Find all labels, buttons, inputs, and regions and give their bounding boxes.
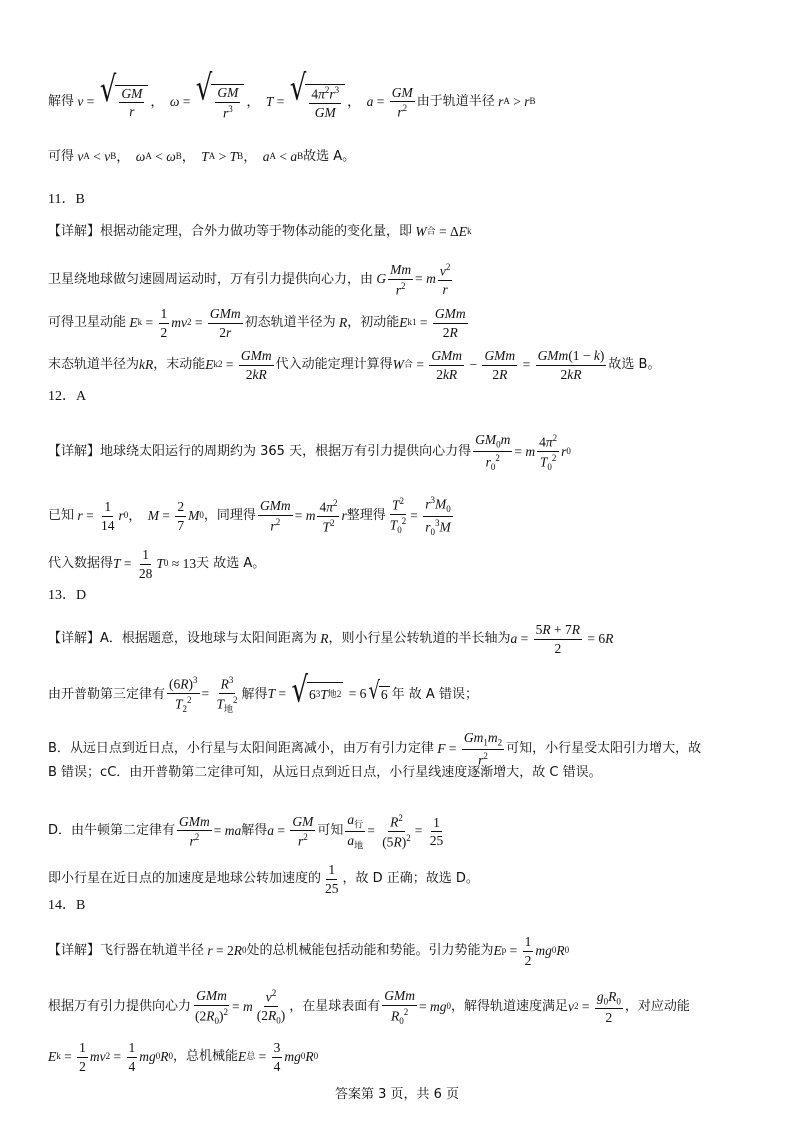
text: 【详解】根据动能定理，合外力做功等于物体动能的变化量，即	[48, 224, 413, 240]
text: B 错误；cC．由开普勒第二定律可知，从远日点到近日点，小行星线速度逐渐增大，故 C 错误。	[48, 765, 602, 780]
text: 故选 A。	[303, 149, 356, 165]
text: 末态轨道半径为	[48, 356, 140, 372]
line-14-detail: 【详解】飞行器在轨道半径 r = 2 R 0 处的总机械能包括动能和势能。引力势能为 E p = $\frac{1}{2}$ mg 0 R 0	[48, 934, 570, 968]
text: 可知	[317, 823, 344, 839]
text: ，末动能	[153, 356, 206, 372]
text: 处的总机械能包括动能和势能。引力势能为	[246, 942, 494, 958]
line-13-a: 【详解】A．根据题意，设地球与太阳间距离为 R ，则小行星公转轨道的半长轴为 a = $\frac{5R + 7R}{2}$ = 6 R	[48, 622, 614, 656]
text: 故选 B。	[608, 356, 661, 372]
text: B．从远日点到近日点，小行星与太阳间距离减小，由万有引力定律	[48, 740, 434, 756]
text: ，则小行星公转轨道的半长轴为	[328, 630, 511, 646]
text: 【详解】飞行器在轨道半径	[48, 942, 205, 958]
line-13-d: D．由牛顿第二定律有 $\frac{\text{GMm}}{r^2}$ = ma 解得 a = $\frac{GM}{r^2}$ 可知 $\frac{a_行}{a_地}$ = $\frac{R^2}{(5R)^2}$ = $\frac{1}{25}$	[48, 812, 444, 851]
question-number-11: 11．B	[48, 192, 85, 207]
text: 年 故 A 错误；	[391, 686, 478, 702]
text: 可得卫星动能	[48, 314, 127, 330]
line-13-c	[48, 766, 754, 780]
page-footer: 答案第 3 页，共 6 页	[334, 1087, 460, 1102]
line-conclusion-10: 可得 v A < v B ， ω A < ω B ， T A > T B ， a A < a B 故选 A。	[48, 149, 356, 165]
question-number-14: 14．B	[48, 898, 86, 913]
text: ，同理得	[203, 507, 256, 523]
text: 卫星绕地球做匀速圆周运动时，万有引力提供向心力，由	[48, 271, 374, 287]
line-11-kinetic: 可得卫星动能 E k = $\frac{1}{2}$ mv 2 = $\frac{\text{GMm}}{2r}$ 初态轨道半径为 R ，初动能 E k1 = $\frac{\text{GMm}}{2R}$	[48, 306, 466, 340]
line-11-detail: 【详解】根据动能定理，合外力做功等于物体动能的变化量，即 W 合 = Δ E k	[48, 224, 472, 240]
text: 即小行星在近日点的加速度是地球公转加速度的	[48, 870, 322, 886]
text: ，对应动能	[624, 998, 690, 1014]
text: 可得	[48, 149, 75, 165]
text: ，在星球表面有	[289, 998, 381, 1014]
line-11-final: 末态轨道半径为 kR ，末动能 E k2 = $\frac{\text{GMm}}{2kR}$ 代入动能定理计算得 W 合 = $\frac{\text{GMm}}{2kR}$ − $\frac{\text{GMm}}{2R}$ = $\frac{\text{GMm(1 − k)}}{2kR}$ 故选 B。	[48, 348, 661, 382]
text: 代入动能定理计算得	[275, 356, 393, 372]
line-14-force: 根据万有引力提供向心力 $\frac{\text{GMm}}{(2R_0)^2}$ = m $\frac{v^2}{(2R_0)}$ ，在星球表面有 $\frac{\text{GMm}}{R_0^2}$ = mg 0 ，解得轨道速度满足 v 2 = $\frac{g_0R_0}{2}$ ，对应动能	[48, 988, 690, 1026]
text: 【详解】A．根据题意，设地球与太阳间距离为	[48, 630, 317, 646]
text: D．由牛顿第二定律有	[48, 823, 176, 839]
line-11-force: 卫星绕地球做匀速圆周运动时，万有引力提供向心力，由 G $\frac{Mm}{r^2}$ = m $\frac{v^2}{r}$	[48, 262, 451, 298]
line-13-b: B．从远日点到近日点，小行星与太阳间距离减小，由万有引力定律 F = $\frac{Gm_1m_2}{r^2}$ 可知，小行星受太阳引力增大，故	[48, 730, 702, 768]
text: 【详解】地球绕太阳运行的周期约为 365 天，根据万有引力提供向心力得	[48, 444, 472, 460]
question-number-12: 12．A	[48, 389, 87, 404]
text: 由于轨道半径	[416, 94, 495, 110]
text: ，故 D 正确；故选 D。	[342, 870, 479, 886]
text: 天 故选 A。	[196, 555, 266, 571]
text: 由开普勒第三定律有	[48, 686, 166, 702]
text: 解得	[241, 823, 268, 839]
line-13-kepler: 由开普勒第三定律有 $\frac{(6R)^3}{T_2^2}$ = $\frac{R^3}{T_地^2}$ 解得 T = √ 6 3 T 地 2 = 6 √ 6 年 故 A 错误；	[48, 669, 478, 715]
text: ，初动能	[347, 314, 400, 330]
text: 已知	[48, 507, 75, 523]
line-13-conclusion: 即小行星在近日点的加速度是地球公转加速度的 $\frac{1}{25}$ ，故 D 正确；故选 D。	[48, 862, 479, 896]
text: ，总机械能	[173, 1048, 239, 1064]
text: 解得	[241, 686, 268, 702]
line-12-known: 已知 r = $\frac{1}{14}$ r 0 ， M = $\frac{2}{7}$ M 0 ，同理得 $\frac{\text{GMm}}{r^2}$ = m $\frac{4\pi^2}{T^2}$ r 整理得 $\frac{T^2}{T_0^2}$ = $\frac{r^3M_0}{r_0^3M}$	[48, 495, 451, 537]
line-12-result: 代入数据得 T = $\frac{1}{28}$ T 0 ≈ 13 天 故选 A。	[48, 547, 266, 581]
question-number-13: 13．D	[48, 588, 87, 603]
line-14-energy: E k = $\frac{1}{2}$ mv 2 = $\frac{1}{4}$ mg 0 R 0 ，总机械能 E 总 = $\frac{3}{4}$ mg 0 R 0	[48, 1040, 319, 1074]
text: 代入数据得	[48, 555, 114, 571]
line-12-detail: 【详解】地球绕太阳运行的周期约为 365 天，根据万有引力提供向心力得 $\frac{GM_0m}{r_0^2}$ = m $\frac{4\pi^2}{T_0^2}$ r 0	[48, 432, 571, 473]
text: 可知，小行星受太阳引力增大，故	[506, 740, 702, 756]
line-velocity-formulas: 解得 v = √ $\frac{GM}{r}$ ， ω = √ $\frac{GM}{r^3}$ ， T = √ $\frac{4\pi^2r^3}{GM}$ ， a = $\frac{GM}{r^2}$ 由于轨道半径 r A > r B	[48, 68, 536, 121]
text: 整理得	[346, 507, 386, 523]
text: 解得	[48, 94, 75, 110]
text: 初态轨道半径为	[244, 314, 336, 330]
text: ，解得轨道速度满足	[451, 998, 569, 1014]
text: 根据万有引力提供向心力	[48, 998, 192, 1014]
